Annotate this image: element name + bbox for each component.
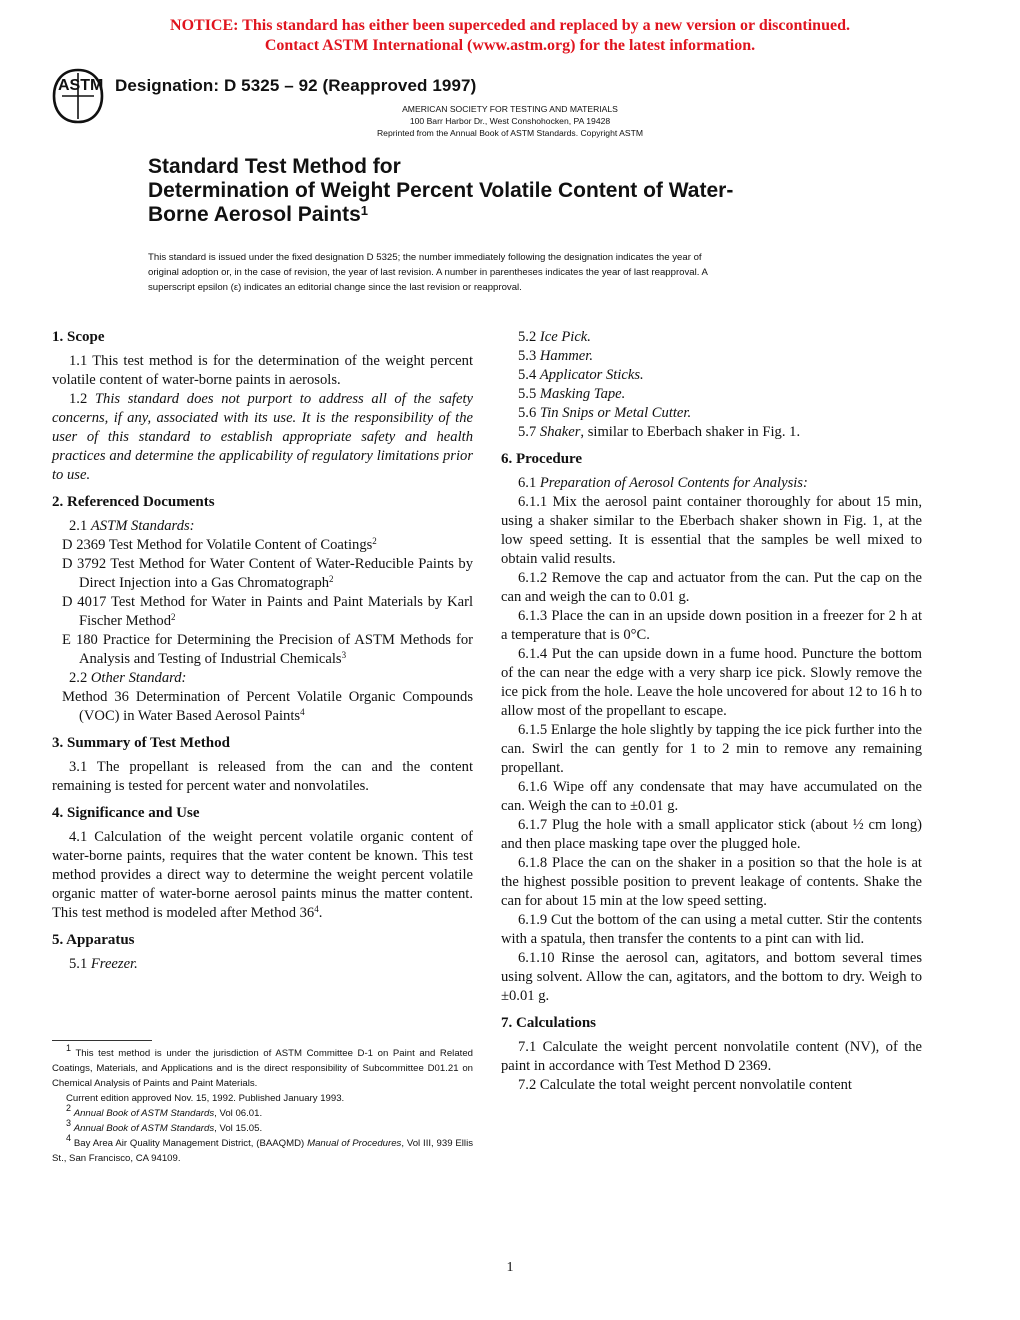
designation: Designation: D 5325 – 92 (Reapproved 1997) xyxy=(115,76,477,95)
para-7-1: 7.1 Calculate the weight percent nonvolatile content (NV), of the paint in accordance with Test Method D 2369. xyxy=(501,1039,922,1074)
title-line-1: Standard Test Method for xyxy=(148,155,401,178)
right-column xyxy=(501,328,922,1095)
page-number: 1 xyxy=(506,1260,514,1275)
para-5-7: 5.7 Shaker, similar to Eberbach shaker in Fig. 1. xyxy=(518,424,801,440)
para-6-1-8: 6.1.8 Place the can on the shaker in a position so that the hole is at the highest possible position to prevent leakage of contents. Shake the can for about 15 min at the low speed setting. xyxy=(501,855,922,909)
footnote-rule xyxy=(52,1040,152,1041)
section-5-heading: 5. Apparatus xyxy=(52,932,135,948)
para-2-2: 2.2 Other Standard: xyxy=(69,670,187,686)
reference-e180: E 180 Practice for Determining the Precision of ASTM Methods for Analysis and Testing of Industrial Chemicals$^3$ xyxy=(62,632,473,667)
section-2-heading: 2. Referenced Documents xyxy=(52,494,215,510)
intro-line-3: superscript epsilon (ε) indicates an editorial change since the last revision or reapproval. xyxy=(148,282,522,293)
footnote-3: $^3$ Annual Book of ASTM Standards, Vol 15.05. xyxy=(66,1118,263,1134)
para-6-1-2: 6.1.2 Remove the cap and actuator from the can. Put the cap on the can and weigh the can to 0.01 g. xyxy=(501,570,922,605)
para-1-1: 1.1 This test method is for the determination of the weight percent volatile content of water-borne paints in aerosols. xyxy=(52,353,473,388)
publisher-line-1: AMERICAN SOCIETY FOR TESTING AND MATERIALS xyxy=(402,104,618,114)
para-5-3: 5.3 Hammer. xyxy=(518,348,593,364)
section-7-heading: 7. Calculations xyxy=(501,1015,597,1031)
para-5-4: 5.4 Applicator Sticks. xyxy=(518,367,644,383)
title-footnote-mark: 1 xyxy=(360,203,369,218)
para-5-1: 5.1 Freezer. xyxy=(69,956,138,972)
para-4-1: 4.1 Calculation of the weight percent volatile organic content of water-borne paints, requires that the water content be known. This test method provides a direct way to determine the weight percent volatile organic matter of water-borne aerosol paints minus the matter content. This test method is modeled after Method 36$^4$. xyxy=(52,829,473,921)
section-3-heading: 3. Summary of Test Method xyxy=(52,735,230,751)
reference-d3792: D 3792 Test Method for Water Content of Water-Reducible Paints by Direct Injection into a Gas Chromatograph$^2$ xyxy=(62,556,473,591)
section-6-heading: 6. Procedure xyxy=(501,451,583,467)
para-6-1: 6.1 Preparation of Aerosol Contents for Analysis: xyxy=(518,475,808,491)
para-6-1-5: 6.1.5 Enlarge the hole slightly by tapping the ice pick further into the can. Swirl the can gently for 1 to 2 min to remove any remaining propellant. xyxy=(501,722,922,776)
publisher-line-3: Reprinted from the Annual Book of ASTM Standards. Copyright ASTM xyxy=(376,128,644,138)
para-2-1: 2.1 ASTM Standards: xyxy=(69,518,195,534)
footnote-4: $^4$ Bay Area Air Quality Management District, (BAAQMD) Manual of Procedures, Vol III, 939 Ellis St., San Francisco, CA 94109. xyxy=(52,1133,473,1164)
para-6-1-7: 6.1.7 Plug the hole with a small applicator stick (about ½ cm long) and then place masking tape over the plugged hole. xyxy=(501,817,922,852)
reference-d4017: D 4017 Test Method for Water in Paints and Paint Materials by Karl Fischer Method$^2$ xyxy=(62,594,473,629)
reference-method-36: Method 36 Determination of Percent Volatile Organic Compounds (VOC) in Water Based Aerosol Paints$^4$ xyxy=(62,689,473,724)
para-6-1-9: 6.1.9 Cut the bottom of the can using a metal cutter. Stir the contents with a spatula, then transfer the contents to a pint can with lid. xyxy=(501,912,922,947)
footnotes xyxy=(52,1043,473,1166)
para-6-1-4: 6.1.4 Put the can upside down in a fume hood. Puncture the bottom of the can near the edge with a very sharp ice pick. Slowly remove the ice pick from the hole. Leave the hole uncovered for about 12 to 16 h to allow most of the propellant to escape. xyxy=(501,646,922,719)
para-5-5: 5.5 Masking Tape. xyxy=(518,386,626,402)
intro-line-1: This standard is issued under the fixed designation D 5325; the number immediately following the designation indicates the year of xyxy=(148,252,702,263)
footnote-1: $^1$ This test method is under the jurisdiction of ASTM Committee D-1 on Paint and Related Coatings, Materials, and Applications and is the direct responsibility of Subcommittee D01.21 on Chemical Analysis of Paints and Paint Materials. xyxy=(52,1043,473,1089)
para-7-2: 7.2 Calculate the total weight percent nonvolatile content xyxy=(518,1077,852,1093)
para-5-2: 5.2 Ice Pick. xyxy=(518,329,591,345)
para-6-1-1: 6.1.1 Mix the aerosol paint container thoroughly for about 15 min, using a shaker similar to the Eberbach shaker shown in Fig. 1, at the low speed setting. It is essential that the samples be well mixed to obtain valid results. xyxy=(501,494,922,567)
footnote-1-date: Current edition approved Nov. 15, 1992. Published January 1993. xyxy=(66,1093,345,1104)
para-5-6: 5.6 Tin Snips or Metal Cutter. xyxy=(518,405,692,421)
para-6-1-3: 6.1.3 Place the can in an upside down position in a freezer for 2 h at a temperature that is 0°C. xyxy=(501,608,922,643)
title-line-3: Borne Aerosol Paints$^1$ xyxy=(148,203,369,226)
notice-line-2: Contact ASTM International (www.astm.org) for the latest information. xyxy=(264,37,756,54)
intro-line-2: original adoption or, in the case of revision, the year of last revision. A number in parentheses indicates the year of last reapproval. A xyxy=(148,267,708,278)
para-1-2: 1.2 This standard does not purport to address all of the safety concerns, if any, associated with its use. It is the responsibility of the user of this standard to establish appropriate safety and health practices and determine the applicability of regulatory limitations prior to use. xyxy=(52,391,473,483)
footnote-2: $^2$ Annual Book of ASTM Standards, Vol 06.01. xyxy=(66,1103,263,1119)
left-column xyxy=(52,328,473,974)
title-line-2: Determination of Weight Percent Volatile Content of Water- xyxy=(148,179,734,202)
para-3-1: 3.1 The propellant is released from the can and the content remaining is tested for percent water and nonvolatiles. xyxy=(52,759,473,794)
notice-line-1: NOTICE: This standard has either been superceded and replaced by a new version or discontinued. xyxy=(170,17,850,34)
astm-logo-icon xyxy=(52,68,104,124)
para-6-1-10: 6.1.10 Rinse the aerosol can, agitators, and bottom several times using solvent. Allow the can, agitators, and the bottom to dry. Weigh to ±0.01 g. xyxy=(501,950,922,1004)
reference-d2369: D 2369 Test Method for Volatile Content of Coatings$^2$ xyxy=(62,536,377,553)
para-6-1-6: 6.1.6 Wipe off any condensate that may have accumulated on the can. Weigh the can to ±0.01 g. xyxy=(501,779,922,814)
astm-logo-lettering: ASTM xyxy=(58,77,104,94)
section-1-heading: 1. Scope xyxy=(52,329,105,345)
publisher-line-2: 100 Barr Harbor Dr., West Conshohocken, PA 19428 xyxy=(409,116,611,126)
section-4-heading: 4. Significance and Use xyxy=(52,805,200,821)
